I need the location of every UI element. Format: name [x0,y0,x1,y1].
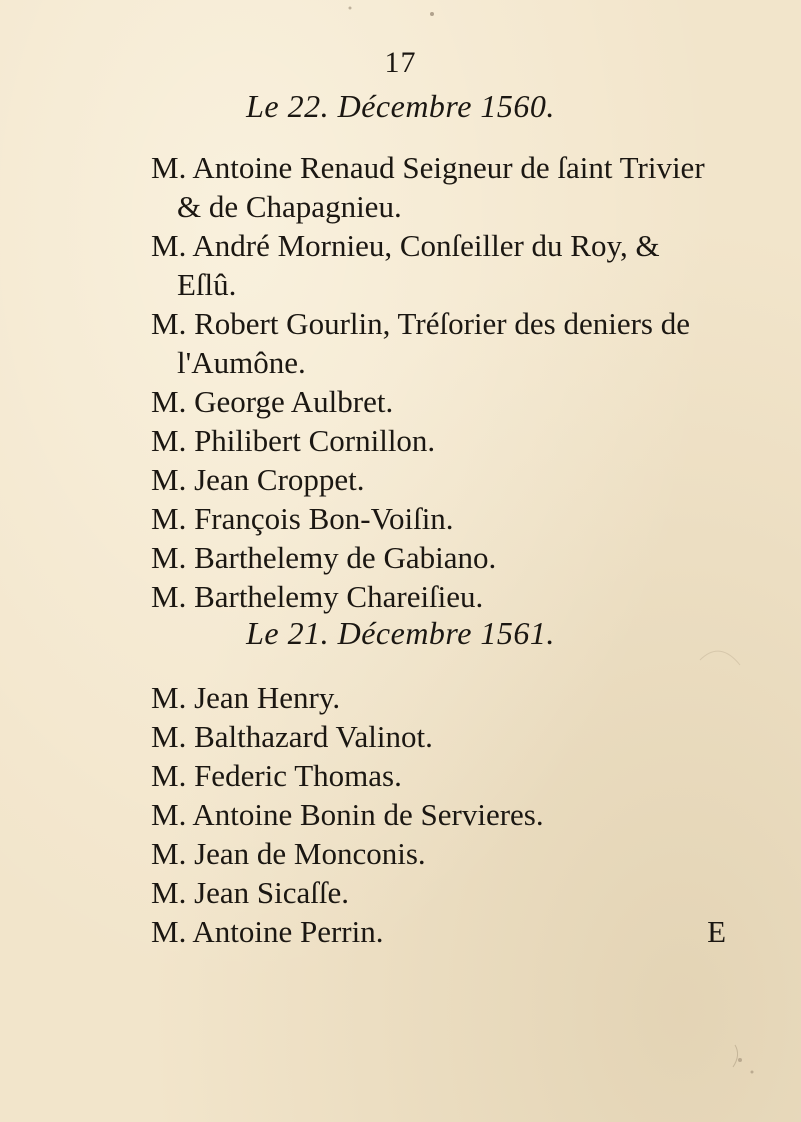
line-text: M. George Aulbret. [151,384,394,419]
list-line [0,678,801,717]
page-number: 17 [384,46,417,79]
list-line [0,834,801,873]
list-line [0,795,801,834]
list-line [0,304,801,343]
line-text: M. André Mornieu, Conſeiller du Roy, & [151,228,660,263]
line-text: M. Balthazard Valinot. [151,719,433,754]
line-text: M. François Bon-Voiſin. [151,501,454,536]
line-text: M. Federic Thomas. [151,758,402,793]
list-line [0,421,801,460]
line-text: M. Jean de Monconis. [151,836,426,871]
name-list-1561 [0,678,801,951]
list-line [0,343,801,382]
list-line [0,382,801,421]
line-text: & de Chapagnieu. [177,189,402,224]
list-line [0,187,801,226]
list-line [0,499,801,538]
list-line [0,226,801,265]
catchword: E [707,914,726,949]
line-text: M. Barthelemy Chareiſieu. [151,579,484,614]
list-line [0,460,801,499]
line-text: M. Jean Henry. [151,680,341,715]
line-text: M. Antoine Perrin. [151,914,384,949]
section-heading-1561: Le 21. Décembre 1561. [246,615,555,651]
name-list-1560 [0,148,801,616]
line-text: M. Antoine Bonin de Servieres. [151,797,544,832]
list-line [0,577,801,616]
list-line [0,265,801,304]
list-line [0,912,801,951]
list-line [0,873,801,912]
line-text: l'Aumône. [177,345,306,380]
list-line [0,148,801,187]
line-text: M. Jean Sicaſſe. [151,875,350,910]
line-text: M. Robert Gourlin, Tréſorier des deniers de [151,306,690,341]
line-text: M. Barthelemy de Gabiano. [151,540,497,575]
list-line [0,538,801,577]
line-text: M. Antoine Renaud Seigneur de ſaint Trivier [151,150,705,185]
list-line [0,756,801,795]
line-text: M. Jean Croppet. [151,462,365,497]
line-text: Eſlû. [177,267,237,302]
section-heading-1560: Le 22. Décembre 1560. [246,88,555,124]
list-line [0,717,801,756]
line-text: M. Philibert Cornillon. [151,423,436,458]
